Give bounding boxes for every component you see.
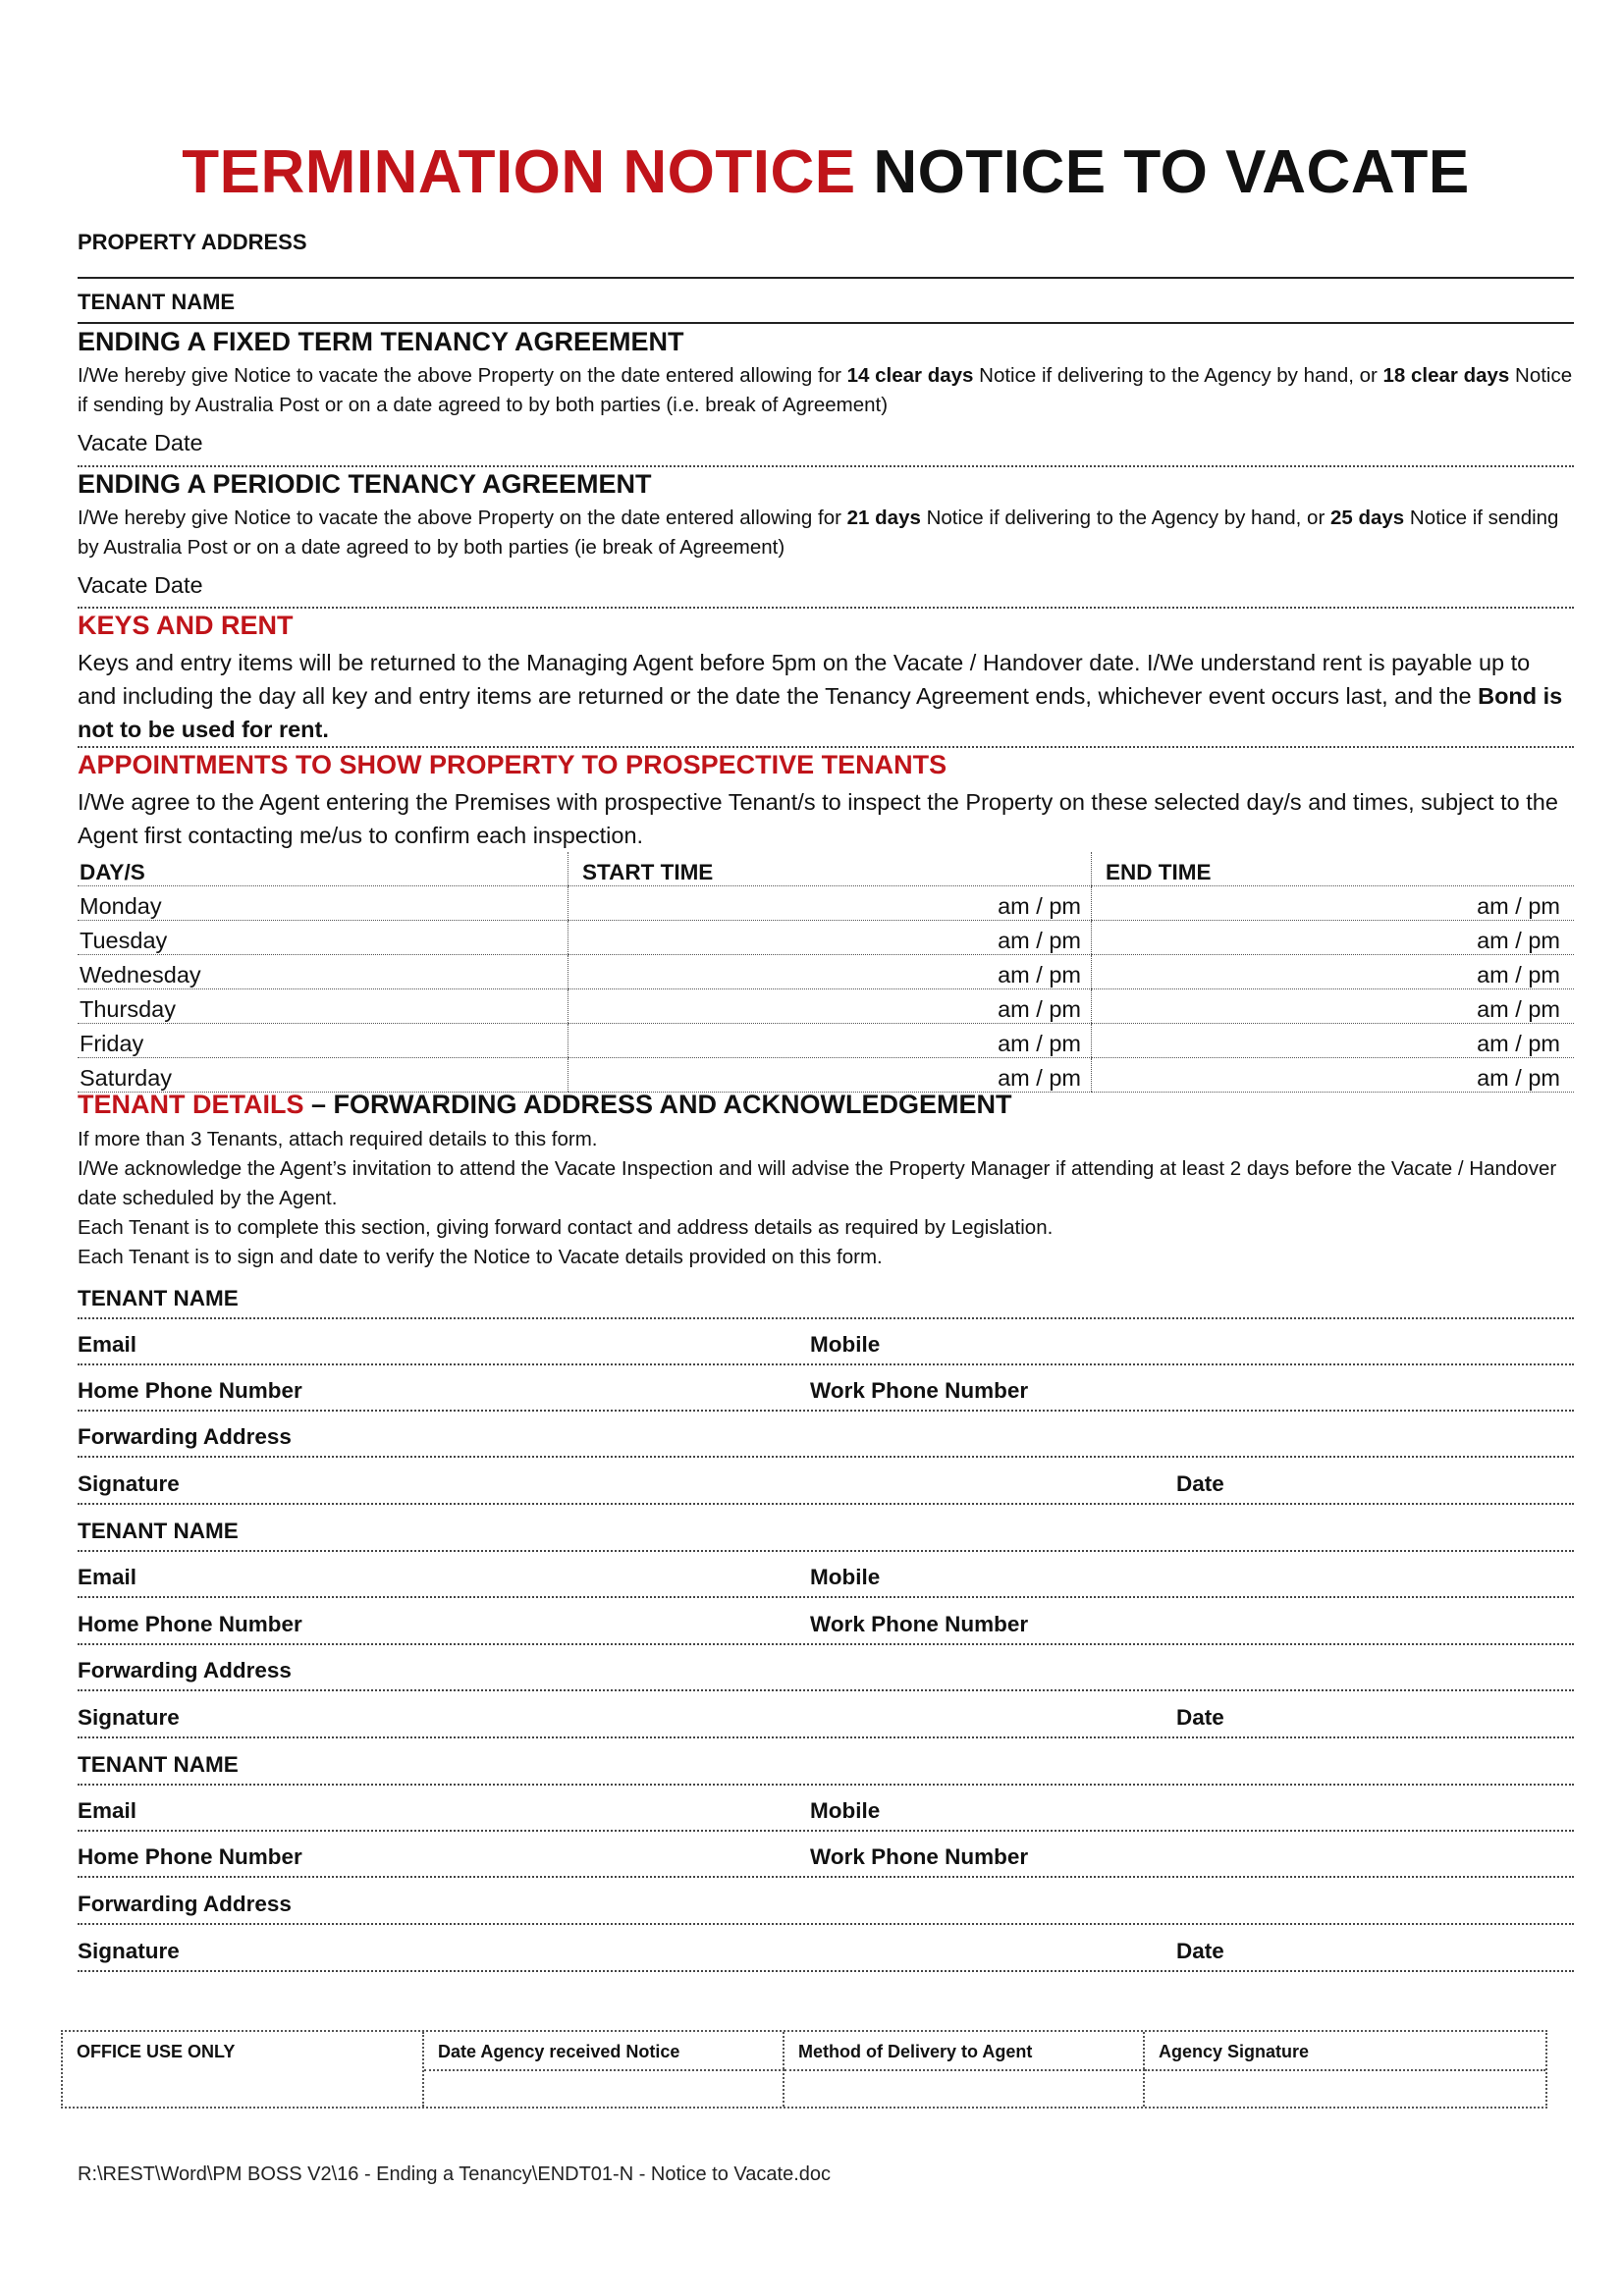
tenant-name-label: TENANT NAME: [78, 1752, 239, 1777]
day-cell: Monday: [78, 886, 568, 921]
work-phone-label: Work Phone Number: [810, 1844, 1029, 1869]
start-time-field[interactable]: am / pm: [568, 989, 1092, 1024]
file-path-footer: R:\REST\Word\PM BOSS V2\16 - Ending a Tenancy\ENDT01-N - Notice to Vacate.doc: [78, 2163, 831, 2185]
work-phone-label: Work Phone Number: [810, 1378, 1029, 1403]
appointments-heading: APPOINTMENTS TO SHOW PROPERTY TO PROSPECTIVE TENANTS: [78, 750, 947, 779]
day-cell: Wednesday: [78, 955, 568, 989]
schedule-row: [78, 1058, 1574, 1093]
fixed-text-1: I/We hereby give Notice to vacate the above Property on the date entered allowing for: [78, 364, 847, 387]
home-phone-label: Home Phone Number: [78, 1612, 302, 1636]
start-time-field[interactable]: am / pm: [568, 955, 1092, 989]
title-black: NOTICE TO VACATE: [873, 138, 1470, 206]
schedule-row: [78, 1024, 1574, 1058]
date-label: Date: [1176, 1471, 1224, 1496]
fixed-term-text: [78, 361, 1574, 420]
email-mobile-row[interactable]: [78, 1320, 1574, 1365]
phone-row[interactable]: [78, 1833, 1574, 1878]
tenant-name-field[interactable]: [78, 322, 1574, 324]
day-cell: Friday: [78, 1024, 568, 1058]
periodic-vacate-date-label: Vacate Date: [78, 572, 203, 598]
tenant-name-row[interactable]: [78, 1740, 1574, 1786]
tenant-details-line: Each Tenant is to sign and date to verify the Notice to Vacate details provided on this form.: [78, 1246, 883, 1268]
home-phone-label: Home Phone Number: [78, 1378, 302, 1403]
date-received-header: Date Agency received Notice: [424, 2032, 784, 2069]
tenant-details-heading: [78, 1090, 1012, 1120]
col-days: DAY/S: [78, 852, 568, 886]
keys-divider: [78, 746, 1574, 748]
periodic-bold-2: 25 days: [1329, 507, 1405, 529]
agency-signature-field[interactable]: [1145, 2069, 1545, 2107]
day-cell: Saturday: [78, 1058, 568, 1093]
mobile-label: Mobile: [810, 1565, 881, 1589]
keys-text: [78, 646, 1574, 746]
email-label: Email: [78, 1565, 137, 1589]
tenant-name-label: TENANT NAME: [78, 1519, 239, 1543]
end-time-field[interactable]: am / pm: [1092, 1058, 1575, 1093]
schedule-row: [78, 921, 1574, 955]
delivery-method-header: Method of Delivery to Agent: [784, 2032, 1145, 2069]
day-cell: Thursday: [78, 989, 568, 1024]
page-title: [78, 137, 1574, 208]
day-cell: Tuesday: [78, 921, 568, 955]
tenant-name-label: TENANT NAME: [78, 1286, 239, 1310]
tenant-details-line: I/We acknowledge the Agent’s invitation to attend the Vacate Inspection and will advise the Property Manager if attending at least 2 days before the Vacate / Handover date scheduled by the Agent.: [78, 1157, 1557, 1209]
work-phone-label: Work Phone Number: [810, 1612, 1029, 1636]
fixed-term-heading: ENDING A FIXED TERM TENANCY AGREEMENT: [78, 327, 684, 356]
property-address-field[interactable]: [78, 277, 1574, 279]
phone-row[interactable]: [78, 1600, 1574, 1645]
signature-date-row[interactable]: [78, 1927, 1574, 1972]
mobile-label: Mobile: [810, 1332, 881, 1357]
email-label: Email: [78, 1332, 137, 1357]
fixed-vacate-date-label: Vacate Date: [78, 430, 203, 455]
fixed-text-2: Notice if delivering to the Agency by hand, or: [973, 364, 1383, 387]
agency-signature-header: Agency Signature: [1159, 2042, 1310, 2061]
schedule-header: [78, 852, 1574, 886]
forwarding-address-label: Forwarding Address: [78, 1658, 292, 1682]
mobile-label: Mobile: [810, 1798, 881, 1823]
delivery-method-field[interactable]: [784, 2069, 1145, 2107]
signature-label: Signature: [78, 1939, 180, 1963]
tenant-details-line: If more than 3 Tenants, attach required details to this form.: [78, 1128, 598, 1150]
forwarding-address-label: Forwarding Address: [78, 1424, 292, 1449]
date-label: Date: [1176, 1939, 1224, 1963]
date-label: Date: [1176, 1705, 1224, 1730]
signature-label: Signature: [78, 1705, 180, 1730]
tenant-details-text: [78, 1125, 1574, 1272]
property-address-label: PROPERTY ADDRESS: [78, 230, 307, 254]
end-time-field[interactable]: am / pm: [1092, 921, 1575, 955]
end-time-field[interactable]: am / pm: [1092, 1024, 1575, 1058]
keys-bold: Bond is not to be used for rent.: [78, 683, 1563, 742]
start-time-field[interactable]: am / pm: [568, 921, 1092, 955]
signature-date-row[interactable]: [78, 1693, 1574, 1738]
col-end: END TIME: [1092, 852, 1575, 886]
date-received-field[interactable]: [424, 2069, 784, 2107]
start-time-field[interactable]: am / pm: [568, 1058, 1092, 1093]
end-time-field[interactable]: am / pm: [1092, 989, 1575, 1024]
start-time-field[interactable]: am / pm: [568, 1024, 1092, 1058]
schedule-row: [78, 955, 1574, 989]
end-time-field[interactable]: am / pm: [1092, 886, 1575, 921]
phone-row[interactable]: [78, 1366, 1574, 1412]
periodic-text: [78, 504, 1574, 562]
keys-heading: KEYS AND RENT: [78, 611, 294, 640]
start-time-field[interactable]: am / pm: [568, 886, 1092, 921]
tenant-name-row[interactable]: [78, 1274, 1574, 1319]
office-use-label: OFFICE USE ONLY: [63, 2032, 424, 2107]
end-time-field[interactable]: am / pm: [1092, 955, 1575, 989]
email-mobile-row[interactable]: [78, 1787, 1574, 1832]
email-mobile-row[interactable]: [78, 1553, 1574, 1598]
schedule-row: [78, 989, 1574, 1024]
forwarding-address-row[interactable]: [78, 1880, 1574, 1925]
periodic-bold-1: 21 days: [846, 507, 921, 529]
periodic-vacate-date-field[interactable]: [78, 607, 1574, 609]
signature-date-row[interactable]: [78, 1460, 1574, 1505]
fixed-bold-1: 14 clear days: [846, 364, 974, 387]
col-start: START TIME: [568, 852, 1092, 886]
tenant-name-row[interactable]: [78, 1507, 1574, 1552]
home-phone-label: Home Phone Number: [78, 1844, 302, 1869]
office-use-box: [61, 2030, 1547, 2109]
fixed-bold-2: 18 clear days: [1382, 364, 1510, 387]
appointments-text: I/We agree to the Agent entering the Premises with prospective Tenant/s to inspect the Property on these selected day/s and times, subject to the Agent first contacting me/us to confirm each inspection.: [78, 789, 1558, 848]
title-red: TERMINATION NOTICE: [182, 138, 856, 206]
forwarding-address-row[interactable]: [78, 1413, 1574, 1458]
periodic-text-1: I/We hereby give Notice to vacate the above Property on the date entered allowing for: [78, 507, 847, 529]
signature-label: Signature: [78, 1471, 180, 1496]
email-label: Email: [78, 1798, 137, 1823]
schedule-row: [78, 886, 1574, 921]
forwarding-address-label: Forwarding Address: [78, 1892, 292, 1916]
periodic-heading: ENDING A PERIODIC TENANCY AGREEMENT: [78, 469, 652, 499]
appointment-schedule: [78, 852, 1574, 1093]
keys-text-1: Keys and entry items will be returned to the Managing Agent before 5pm on the Vacate / Handover date. I/We understand rent is payable up to and including the day all key and entry items are returned or the date the Tenancy Agreement ends, whichever event occurs last, and the: [78, 650, 1531, 709]
tenant-details-line: Each Tenant is to complete this section, giving forward contact and address details as required by Legislation.: [78, 1216, 1054, 1239]
periodic-text-3: Notice if sending by Australia Post or on a date agreed to by both parties (ie break of Agreement): [78, 507, 1559, 559]
fixed-text-3: Notice if sending by Australia Post or on a date agreed to by both parties (i.e. break of Agreement): [78, 364, 1573, 416]
fixed-vacate-date-field[interactable]: [78, 465, 1574, 467]
tenant-details-heading-black: – FORWARDING ADDRESS AND ACKNOWLEDGEMENT: [303, 1090, 1012, 1119]
periodic-text-2: Notice if delivering to the Agency by hand, or: [920, 507, 1330, 529]
forwarding-address-row[interactable]: [78, 1646, 1574, 1691]
tenant-name-label: TENANT NAME: [78, 290, 236, 314]
tenant-details-heading-red: TENANT DETAILS: [78, 1090, 304, 1119]
